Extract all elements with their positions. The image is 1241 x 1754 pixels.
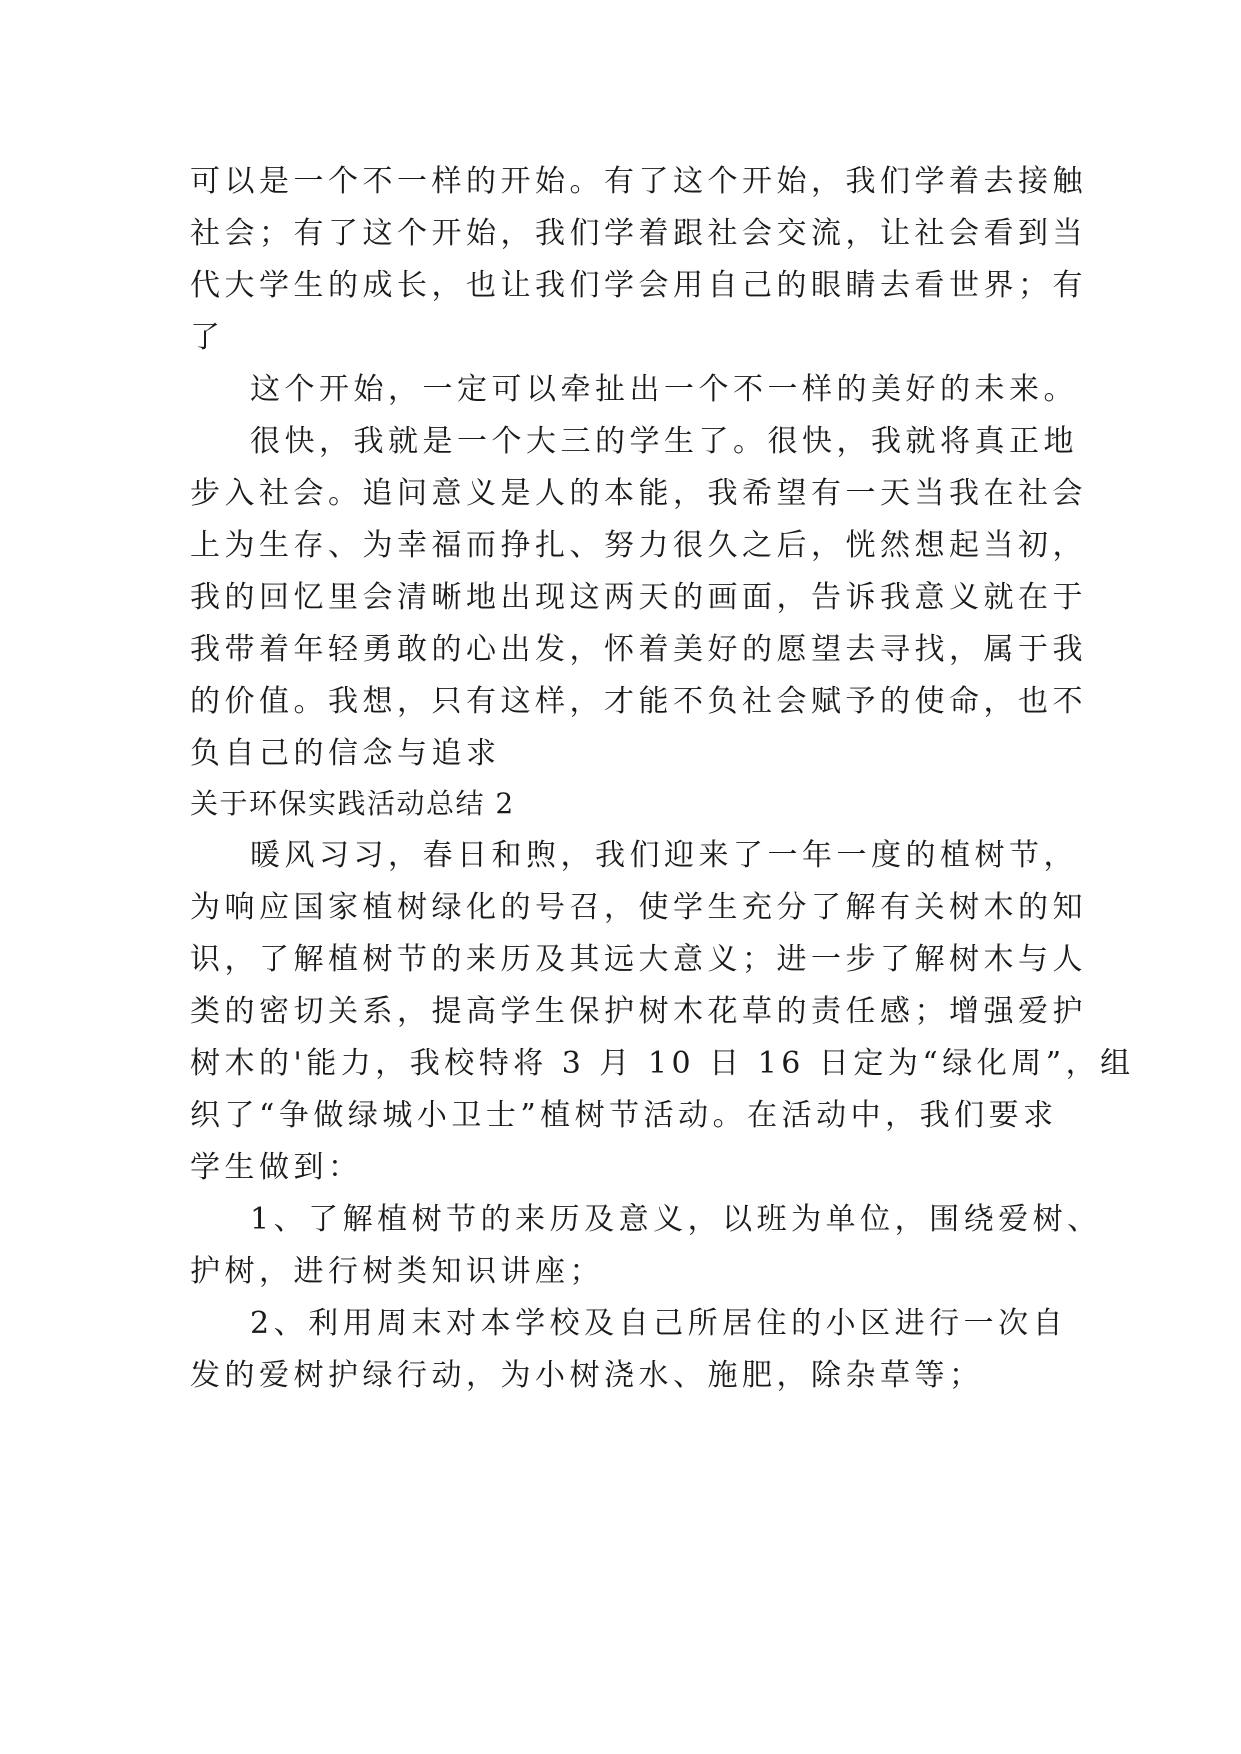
section-heading: 关于环保实践活动总结 2: [190, 787, 515, 820]
paragraph-line: 可以是一个不一样的开始。有了这个开始，我们学着去接触: [190, 164, 1087, 199]
list-item: 1、了解植树节的来历及意义，以班为单位，围绕爱树、: [250, 1202, 1102, 1237]
paragraph-line: 发的爱树护绿行动，为小树浇水、施肥，除杂草等；: [190, 1358, 984, 1393]
paragraph-line: 类的密切关系，提高学生保护树木花草的责任感；增强爱护: [190, 994, 1087, 1029]
paragraph-line: 很快，我就是一个大三的学生了。很快，我就将真正地: [250, 424, 1078, 459]
paragraph-line: 暖风习习，春日和煦，我们迎来了一年一度的植树节，: [250, 838, 1078, 873]
paragraph-line: 我的回忆里会清晰地出现这两天的画面，告诉我意义就在于: [190, 580, 1087, 615]
paragraph-line: 为响应国家植树绿化的号召，使学生充分了解有关树木的知: [190, 890, 1087, 925]
paragraph-line: 步入社会。追问意义是人的本能，我希望有一天当我在社会: [190, 476, 1087, 511]
paragraph-line: 上为生存、为幸福而挣扎、努力很久之后，恍然想起当初，: [190, 528, 1087, 563]
paragraph-line: 学生做到：: [190, 1150, 363, 1185]
paragraph-line: 我带着年轻勇敢的心出发，怀着美好的愿望去寻找，属于我: [190, 632, 1087, 667]
paragraph-line: 识，了解植树节的来历及其远大意义；进一步了解树木与人: [190, 942, 1087, 977]
paragraph-line: 树木的'能力，我校特将 3 月 10 日 16 日定为“绿化周”，组: [190, 1046, 1135, 1081]
paragraph-line: 织了“争做绿城小卫士”植树节活动。在活动中，我们要求: [190, 1098, 1058, 1133]
paragraph-line: 这个开始，一定可以牵扯出一个不一样的美好的未来。: [250, 372, 1078, 407]
paragraph-line: 护树，进行树类知识讲座；: [190, 1254, 604, 1289]
paragraph-line: 的价值。我想，只有这样，才能不负社会赋予的使命，也不: [190, 684, 1087, 719]
paragraph-line: 社会；有了这个开始，我们学着跟社会交流，让社会看到当: [190, 216, 1087, 251]
list-item: 2、利用周末对本学校及自己所居住的小区进行一次自: [250, 1306, 1068, 1341]
paragraph-line: 负自己的信念与追求: [190, 736, 501, 771]
paragraph-line: 代大学生的成长，也让我们学会用自己的眼睛去看世界；有: [190, 268, 1087, 303]
paragraph-line: 了: [190, 320, 225, 355]
